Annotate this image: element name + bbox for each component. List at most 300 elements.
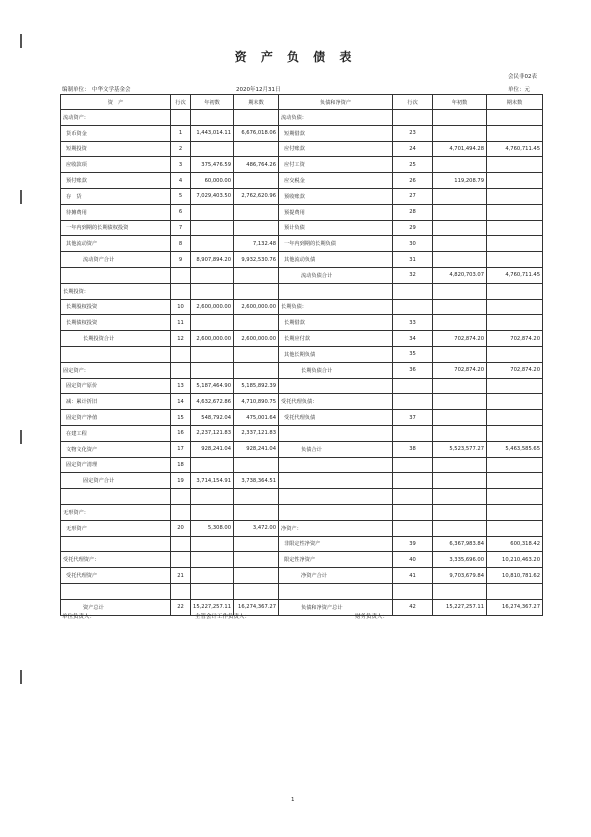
table-cell: 702,874.20 — [433, 362, 487, 378]
table-cell — [279, 457, 393, 473]
column-header: 期末数 — [487, 95, 543, 110]
table-cell — [171, 583, 191, 599]
table-cell — [234, 362, 279, 378]
table-cell: 15 — [171, 410, 191, 426]
table-cell — [191, 362, 234, 378]
table-cell — [279, 489, 393, 505]
table-cell — [171, 504, 191, 520]
table-cell — [191, 315, 234, 331]
table-cell — [487, 410, 543, 426]
table-cell: 22 — [171, 599, 191, 615]
table-cell — [433, 504, 487, 520]
table-row — [61, 236, 543, 252]
table-cell — [191, 220, 234, 236]
table-cell: 2 — [171, 141, 191, 157]
table-cell: 3,738,364.51 — [234, 473, 279, 489]
table-cell: 6,367,983.84 — [433, 536, 487, 552]
table-cell — [487, 125, 543, 141]
table-cell — [191, 552, 234, 568]
table-cell: 38 — [393, 441, 433, 457]
table-cell — [191, 110, 234, 126]
table-cell — [393, 425, 433, 441]
table-cell: 流动负债： — [279, 110, 393, 126]
table-cell: 长期投资合计 — [61, 331, 171, 347]
table-cell: 文物文化资产 — [61, 441, 171, 457]
table-cell — [393, 520, 433, 536]
table-cell: 预收账款 — [279, 188, 393, 204]
table-cell: 11 — [171, 315, 191, 331]
table-cell: 5,308.00 — [191, 520, 234, 536]
table-row — [61, 394, 543, 410]
unit-label: 编制单位： — [62, 87, 90, 93]
table-cell: 60,000.00 — [191, 173, 234, 189]
table-cell: 600,318.42 — [487, 536, 543, 552]
table-cell — [234, 141, 279, 157]
table-header-row — [61, 95, 543, 110]
table-cell — [487, 315, 543, 331]
table-cell — [171, 267, 191, 283]
table-cell: 货币资金 — [61, 125, 171, 141]
table-cell — [234, 346, 279, 362]
table-cell: 净资产合计 — [279, 568, 393, 584]
table-cell: 5 — [171, 188, 191, 204]
table-cell: 10,810,781.62 — [487, 568, 543, 584]
table-cell — [433, 378, 487, 394]
table-cell: 5,463,585.65 — [487, 441, 543, 457]
table-cell: 无形资产： — [61, 504, 171, 520]
table-cell: 7,029,403.50 — [191, 188, 234, 204]
binding-mark — [20, 670, 22, 684]
table-cell: 9,703,679.84 — [433, 568, 487, 584]
table-row — [61, 141, 543, 157]
table-cell: 2,600,000.00 — [234, 331, 279, 347]
table-cell: 6 — [171, 204, 191, 220]
table-cell — [393, 504, 433, 520]
page-number: 1 — [291, 797, 295, 803]
table-cell: 4,760,711.45 — [487, 141, 543, 157]
table-cell: 非限定性净资产 — [279, 536, 393, 552]
table-cell — [171, 346, 191, 362]
table-cell — [191, 457, 234, 473]
table-row — [61, 536, 543, 552]
table-cell — [487, 283, 543, 299]
table-cell: 3,714,154.91 — [191, 473, 234, 489]
table-cell: 28 — [393, 204, 433, 220]
table-cell — [433, 110, 487, 126]
table-cell: 16,274,367.27 — [234, 599, 279, 615]
table-cell — [433, 583, 487, 599]
table-cell — [279, 473, 393, 489]
table-row — [61, 425, 543, 441]
table-cell — [171, 552, 191, 568]
table-cell: 32 — [393, 267, 433, 283]
table-cell: 30 — [393, 236, 433, 252]
table-cell: 31 — [393, 252, 433, 268]
table-cell: 40 — [393, 552, 433, 568]
table-cell: 固定资产清理 — [61, 457, 171, 473]
table-cell — [487, 473, 543, 489]
table-cell — [171, 110, 191, 126]
table-cell: 2,600,000.00 — [234, 299, 279, 315]
signature-finance-head: 财务负责人： — [355, 614, 389, 620]
table-cell: 702,874.20 — [487, 331, 543, 347]
table-cell — [433, 283, 487, 299]
table-cell: 4 — [171, 173, 191, 189]
table-cell: 36 — [393, 362, 433, 378]
table-cell: 29 — [393, 220, 433, 236]
table-cell — [487, 346, 543, 362]
table-row — [61, 504, 543, 520]
table-cell — [171, 489, 191, 505]
table-cell — [234, 457, 279, 473]
table-cell: 2,237,121.83 — [191, 425, 234, 441]
table-cell — [487, 504, 543, 520]
table-cell: 4,710,890.75 — [234, 394, 279, 410]
table-cell — [433, 236, 487, 252]
table-cell: 一年内到期的长期债权投资 — [61, 220, 171, 236]
report-date: 2020年12月31日 — [236, 87, 281, 93]
table-cell: 475,001.64 — [234, 410, 279, 426]
table-cell: 2,600,000.00 — [191, 331, 234, 347]
table-cell: 预提费用 — [279, 204, 393, 220]
table-cell: 应收款项 — [61, 157, 171, 173]
table-cell — [234, 504, 279, 520]
table-cell: 34 — [393, 331, 433, 347]
table-row — [61, 583, 543, 599]
table-row — [61, 267, 543, 283]
table-row — [61, 315, 543, 331]
table-cell — [433, 410, 487, 426]
table-row — [61, 331, 543, 347]
table-cell — [61, 583, 171, 599]
column-header: 期末数 — [234, 95, 279, 110]
table-cell — [487, 299, 543, 315]
table-row — [61, 378, 543, 394]
table-cell: 在建工程 — [61, 425, 171, 441]
page-title: 资 产 负 债 表 — [234, 50, 357, 64]
table-cell: 486,764.26 — [234, 157, 279, 173]
table-cell: 6,676,018.06 — [234, 125, 279, 141]
table-cell: 4,701,494.28 — [433, 141, 487, 157]
table-cell — [487, 220, 543, 236]
table-cell — [61, 536, 171, 552]
table-cell: 流动资产合计 — [61, 252, 171, 268]
table-cell: 3,472.00 — [234, 520, 279, 536]
table-cell: 流动资产： — [61, 110, 171, 126]
table-cell — [433, 346, 487, 362]
table-cell: 其他长期负债 — [279, 346, 393, 362]
table-cell: 16,274,367.27 — [487, 599, 543, 615]
table-cell — [487, 236, 543, 252]
table-cell: 37 — [393, 410, 433, 426]
table-cell: 流动负债合计 — [279, 267, 393, 283]
table-cell: 19 — [171, 473, 191, 489]
table-cell — [171, 283, 191, 299]
table-cell: 9,932,530.76 — [234, 252, 279, 268]
table-cell — [234, 583, 279, 599]
table-cell — [191, 536, 234, 552]
table-cell: 固定资产净值 — [61, 410, 171, 426]
table-cell: 预计负债 — [279, 220, 393, 236]
table-cell: 无形资产 — [61, 520, 171, 536]
table-cell — [487, 394, 543, 410]
table-cell: 固定资产原价 — [61, 378, 171, 394]
table-cell — [234, 204, 279, 220]
table-cell — [191, 346, 234, 362]
table-cell — [487, 157, 543, 173]
table-cell: 一年内到期的长期负债 — [279, 236, 393, 252]
table-cell — [393, 583, 433, 599]
table-row — [61, 362, 543, 378]
column-header: 资 产 — [61, 95, 171, 110]
table-cell: 受托代理资产 — [61, 568, 171, 584]
table-cell: 3 — [171, 157, 191, 173]
table-cell: 短期投资 — [61, 141, 171, 157]
table-cell: 17 — [171, 441, 191, 457]
column-header: 行次 — [393, 95, 433, 110]
signature-accounting-head: 主管会计工作负责人： — [195, 614, 251, 620]
table-cell: 应交税金 — [279, 173, 393, 189]
table-cell — [191, 583, 234, 599]
table-cell — [433, 457, 487, 473]
table-cell: 减：累计折旧 — [61, 394, 171, 410]
table-cell — [191, 568, 234, 584]
table-cell — [234, 552, 279, 568]
table-cell — [191, 141, 234, 157]
table-cell — [279, 583, 393, 599]
table-cell: 固定资产： — [61, 362, 171, 378]
table-row — [61, 489, 543, 505]
table-row — [61, 188, 543, 204]
table-cell — [234, 267, 279, 283]
table-cell — [433, 157, 487, 173]
table-cell — [487, 188, 543, 204]
table-cell: 13 — [171, 378, 191, 394]
table-cell: 25 — [393, 157, 433, 173]
table-cell — [171, 362, 191, 378]
table-cell: 4,632,672.86 — [191, 394, 234, 410]
table-cell — [279, 283, 393, 299]
table-cell — [393, 394, 433, 410]
table-cell: 长期投资： — [61, 283, 171, 299]
table-cell — [433, 220, 487, 236]
table-cell: 净资产： — [279, 520, 393, 536]
table-row — [61, 157, 543, 173]
table-cell — [433, 425, 487, 441]
table-cell — [191, 283, 234, 299]
table-cell: 3,335,696.00 — [433, 552, 487, 568]
table-cell: 1,443,014.11 — [191, 125, 234, 141]
table-cell — [191, 504, 234, 520]
binding-mark — [20, 430, 22, 444]
unit-name: 中华文学基金会 — [92, 87, 131, 93]
table-cell: 26 — [393, 173, 433, 189]
table-cell: 应付账款 — [279, 141, 393, 157]
table-cell: 16 — [171, 425, 191, 441]
table-cell: 2,762,620.96 — [234, 188, 279, 204]
table-cell: 5,185,892.39 — [234, 378, 279, 394]
table-row — [61, 599, 543, 615]
table-cell: 119,208.79 — [433, 173, 487, 189]
table-cell: 24 — [393, 141, 433, 157]
table-cell: 15,227,257.11 — [191, 599, 234, 615]
table-cell: 548,792.04 — [191, 410, 234, 426]
table-row — [61, 125, 543, 141]
table-cell: 受托代理资产： — [61, 552, 171, 568]
table-cell: 928,241.04 — [234, 441, 279, 457]
table-cell — [393, 299, 433, 315]
table-cell: 长期股权投资 — [61, 299, 171, 315]
table-cell: 1 — [171, 125, 191, 141]
table-cell — [487, 252, 543, 268]
table-cell: 受托代理负债： — [279, 394, 393, 410]
table-cell — [487, 489, 543, 505]
table-cell: 2,600,000.00 — [191, 299, 234, 315]
table-cell: 10,210,463.20 — [487, 552, 543, 568]
table-cell: 长期借款 — [279, 315, 393, 331]
table-cell: 长期负债： — [279, 299, 393, 315]
table-cell: 其他流动负债 — [279, 252, 393, 268]
table-row — [61, 283, 543, 299]
table-cell — [433, 204, 487, 220]
table-cell: 受托代理负债 — [279, 410, 393, 426]
table-cell — [487, 204, 543, 220]
table-cell — [234, 173, 279, 189]
table-cell: 10 — [171, 299, 191, 315]
table-cell: 41 — [393, 568, 433, 584]
table-cell: 长期负债合计 — [279, 362, 393, 378]
table-cell — [191, 267, 234, 283]
table-cell — [393, 110, 433, 126]
table-cell: 375,476.59 — [191, 157, 234, 173]
table-cell: 预付账款 — [61, 173, 171, 189]
table-cell: 42 — [393, 599, 433, 615]
table-cell: 资产总计 — [61, 599, 171, 615]
table-cell: 702,874.20 — [433, 331, 487, 347]
table-row — [61, 520, 543, 536]
table-cell — [487, 378, 543, 394]
table-cell: 21 — [171, 568, 191, 584]
table-cell: 4,760,711.45 — [487, 267, 543, 283]
table-row — [61, 346, 543, 362]
table-cell — [433, 315, 487, 331]
table-cell: 702,874.20 — [487, 362, 543, 378]
table-cell — [433, 125, 487, 141]
column-header: 负债和净资产 — [279, 95, 393, 110]
table-row — [61, 252, 543, 268]
table-cell — [234, 568, 279, 584]
table-cell — [61, 346, 171, 362]
table-row — [61, 220, 543, 236]
table-cell — [279, 425, 393, 441]
table-cell — [433, 489, 487, 505]
table-cell — [171, 536, 191, 552]
table-cell — [433, 188, 487, 204]
table-cell — [234, 536, 279, 552]
table-cell — [234, 283, 279, 299]
table-cell: 长期债权投资 — [61, 315, 171, 331]
table-cell: 固定资产合计 — [61, 473, 171, 489]
table-cell: 9 — [171, 252, 191, 268]
table-cell: 14 — [171, 394, 191, 410]
table-cell: 27 — [393, 188, 433, 204]
column-header: 行次 — [171, 95, 191, 110]
table-cell: 12 — [171, 331, 191, 347]
table-cell — [487, 173, 543, 189]
table-cell — [433, 299, 487, 315]
table-cell — [393, 473, 433, 489]
table-cell: 限定性净资产 — [279, 552, 393, 568]
table-cell — [433, 252, 487, 268]
binding-mark — [20, 34, 22, 48]
table-body — [61, 110, 543, 616]
table-row — [61, 204, 543, 220]
table-cell — [234, 315, 279, 331]
table-cell: 39 — [393, 536, 433, 552]
table-cell — [393, 489, 433, 505]
table-cell: 18 — [171, 457, 191, 473]
table-row — [61, 173, 543, 189]
table-cell: 5,187,464.90 — [191, 378, 234, 394]
table-cell: 应付工资 — [279, 157, 393, 173]
table-cell — [234, 220, 279, 236]
table-cell — [191, 236, 234, 252]
table-cell — [433, 394, 487, 410]
table-cell: 负债合计 — [279, 441, 393, 457]
table-cell — [191, 489, 234, 505]
table-cell — [279, 378, 393, 394]
table-cell — [393, 283, 433, 299]
table-row — [61, 568, 543, 584]
table-cell — [433, 520, 487, 536]
table-row — [61, 410, 543, 426]
table-row — [61, 110, 543, 126]
table-cell — [433, 473, 487, 489]
table-cell — [487, 457, 543, 473]
table-cell: 8 — [171, 236, 191, 252]
table-row — [61, 299, 543, 315]
balance-sheet-table — [60, 94, 543, 616]
table-cell — [234, 110, 279, 126]
table-cell — [234, 489, 279, 505]
column-header: 年初数 — [433, 95, 487, 110]
table-cell: 待摊费用 — [61, 204, 171, 220]
table-cell — [393, 378, 433, 394]
table-row — [61, 473, 543, 489]
table-cell: 7 — [171, 220, 191, 236]
table-row — [61, 441, 543, 457]
table-cell — [487, 583, 543, 599]
currency-unit: 单位：元 — [508, 87, 531, 93]
table-cell: 其他流动资产 — [61, 236, 171, 252]
table-cell: 4,820,703.07 — [433, 267, 487, 283]
table-cell: 短期借款 — [279, 125, 393, 141]
table-cell: 33 — [393, 315, 433, 331]
table-cell: 35 — [393, 346, 433, 362]
table-cell — [191, 204, 234, 220]
table-cell — [487, 110, 543, 126]
table-cell: 存 货 — [61, 188, 171, 204]
form-code: 会民非02表 — [508, 74, 537, 80]
table-cell: 2,337,121.83 — [234, 425, 279, 441]
table-cell — [487, 425, 543, 441]
table-cell — [61, 489, 171, 505]
table-cell: 长期应付款 — [279, 331, 393, 347]
table-row — [61, 552, 543, 568]
table-cell — [393, 457, 433, 473]
table-cell: 5,523,577.27 — [433, 441, 487, 457]
binding-mark — [20, 190, 22, 204]
